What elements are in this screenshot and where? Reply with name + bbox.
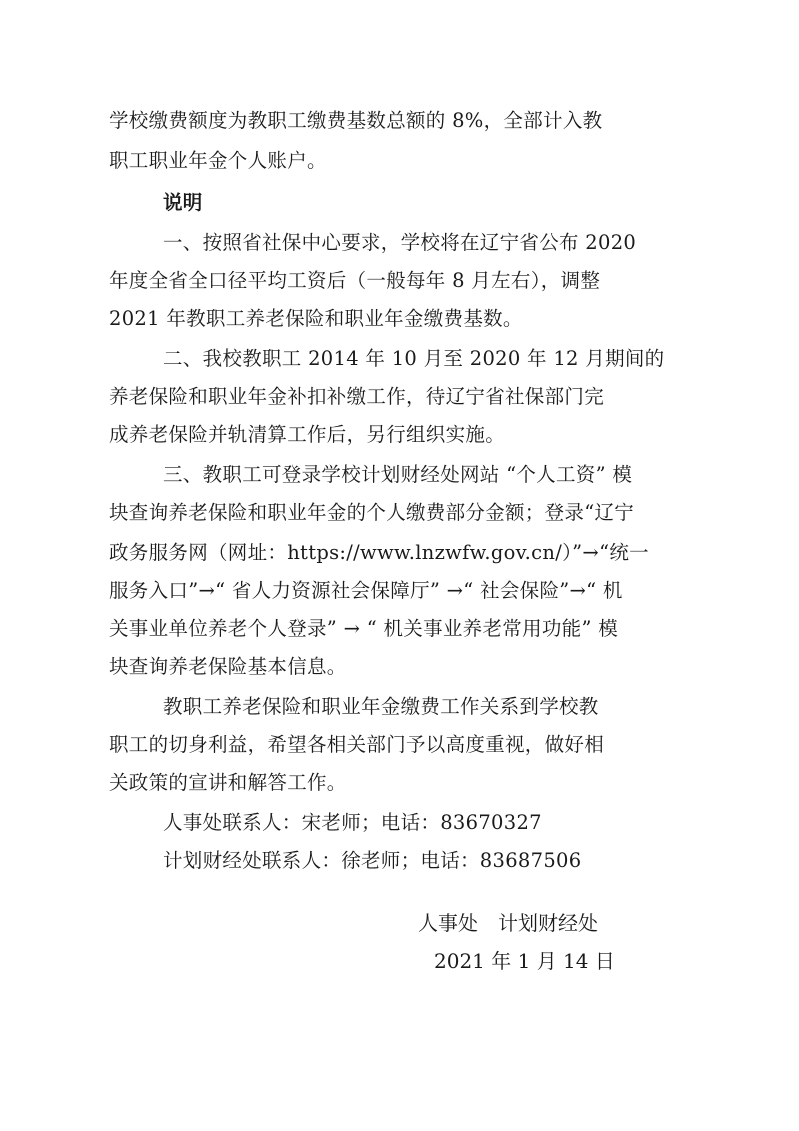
closing-line-3: 关政策的宣讲和解答工作。 xyxy=(109,771,347,794)
closing-line-2: 职工的切身利益，希望各相关部门予以高度重视，做好相 xyxy=(109,733,605,756)
signature-departments: 人事处 计划财经处 xyxy=(418,911,598,935)
note-3-line-1: 三、教职工可登录学校计划财经处网站 “个人工资” 模 xyxy=(163,463,633,486)
note-3-line-2: 块查询养老保险和职业年金的个人缴费部分金额；登录“辽宁 xyxy=(109,501,635,524)
closing-line-1: 教职工养老保险和职业年金缴费工作关系到学校教 xyxy=(163,695,599,718)
note-3-line-6: 块查询养老保险基本信息。 xyxy=(109,655,347,678)
note-2-line-3: 成养老保险并轨清算工作后，另行组织实施。 xyxy=(109,423,506,446)
note-3-line-4: 服务入口”→“ 省人力资源社会保障厅” →“ 社会保险”→“ 机 xyxy=(109,579,623,602)
note-3-line-3: 政务服务网（网址：https://www.lnzwfw.gov.cn/）”→“统一 xyxy=(109,541,649,564)
intro-line-1: 学校缴费额度为教职工缴费基数总额的 8%，全部计入教 xyxy=(109,109,603,132)
note-1-line-1: 一、按照省社保中心要求，学校将在辽宁省公布 2020 xyxy=(163,231,637,254)
intro-line-2: 职工职业年金个人账户。 xyxy=(109,149,327,172)
note-1-line-3: 2021 年教职工养老保险和职业年金缴费基数。 xyxy=(109,307,523,330)
finance-contact: 计划财经处联系人：徐老师；电话：83687506 xyxy=(163,849,582,872)
note-1-line-2: 年度全省全口径平均工资后（一般每年 8 月左右），调整 xyxy=(109,269,601,292)
note-2-line-1: 二、我校教职工 2014 年 10 月至 2020 年 12 月期间的 xyxy=(163,347,665,370)
hr-contact: 人事处联系人：宋老师；电话：83670327 xyxy=(163,811,542,834)
signature-date: 2021 年 1 月 14 日 xyxy=(434,949,615,973)
note-2-line-2: 养老保险和职业年金补扣补缴工作，待辽宁省社保部门完 xyxy=(109,385,605,408)
notes-heading: 说明 xyxy=(163,191,203,214)
note-3-line-5: 关事业单位养老个人登录” → “ 机关事业养老常用功能” 模 xyxy=(109,617,619,640)
